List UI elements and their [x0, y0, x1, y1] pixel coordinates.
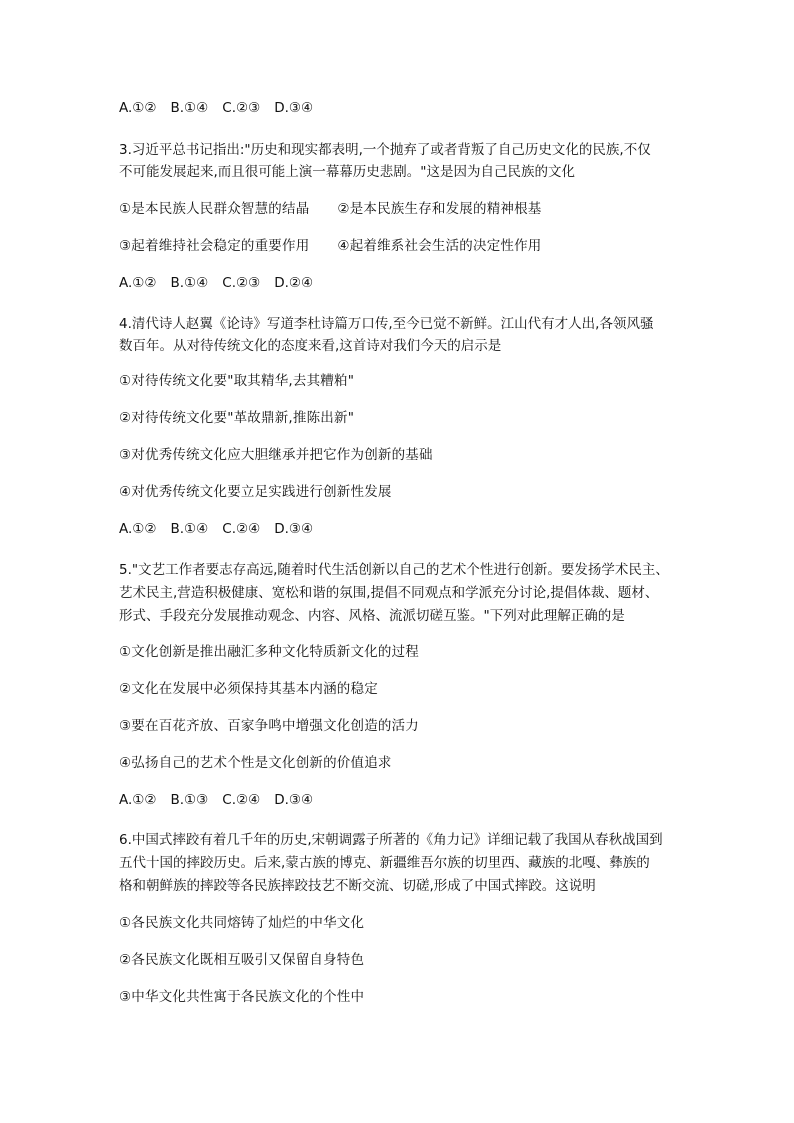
q3-stem-line-1: 3.习近平总书记指出:"历史和现实都表明,一个抛弃了或者背叛了自己历史文化的民族,不仅 — [119, 142, 651, 158]
q3-option-4: ④起着维系社会生活的决定性作用 — [337, 238, 542, 254]
q5-stem-line-1: 5."文艺工作者要志存高远,随着时代生活创新以自己的艺术个性进行创新。要发扬学术民主、 — [119, 562, 669, 578]
q3-options-row-1 — [119, 200, 542, 218]
answer-b: B.①④ — [170, 100, 209, 116]
answer-b: B.①③ — [170, 792, 209, 808]
q5-option-4: ④弘扬自己的艺术个性是文化创新的价值追求 — [119, 755, 392, 771]
q6-stem-line-1: 6.中国式摔跤有着几千年的历史,宋朝调露子所著的《角力记》详细记载了我国从春秋战国到 — [119, 832, 663, 848]
q6-option-2: ②各民族文化既相互吸引又保留自身特色 — [119, 952, 365, 968]
q3-stem-line-2: 不可能发展起来,而且很可能上演一幕幕历史悲剧。"这是因为自己民族的文化 — [119, 164, 575, 180]
answer-c: C.②③ — [222, 275, 261, 291]
q6-option-1: ①各民族文化共同熔铸了灿烂的中华文化 — [119, 915, 365, 931]
q5-answer-choices — [119, 791, 327, 809]
q4-option-3: ③对优秀传统文化应大胆继承并把它作为创新的基础 — [119, 447, 433, 463]
answer-a: A.①② — [119, 100, 157, 116]
q6-stem-line-3: 格和朝鲜族的摔跤等各民族摔跤技艺不断交流、切磋,形成了中国式摔跤。这说明 — [119, 878, 596, 894]
q5-option-2: ②文化在发展中必须保持其基本内涵的稳定 — [119, 681, 378, 697]
q2-answer-choices — [119, 99, 327, 117]
q4-option-1: ①对待传统文化要"取其精华,去其糟粕" — [119, 373, 355, 389]
q4-option-2: ②对待传统文化要"革故鼎新,推陈出新" — [119, 410, 355, 426]
answer-c: C.②③ — [222, 100, 261, 116]
q4-stem-line-1: 4.清代诗人赵翼《论诗》写道李杜诗篇万口传,至今已觉不新鲜。江山代有才人出,各领风骚 — [119, 316, 654, 332]
answer-a: A.①② — [119, 275, 157, 291]
answer-d: D.③④ — [274, 100, 314, 116]
q3-option-1: ①是本民族人民群众智慧的结晶 — [119, 201, 310, 217]
q5-option-3: ③要在百花齐放、百家争鸣中增强文化创造的活力 — [119, 718, 420, 734]
answer-d: D.③④ — [274, 521, 314, 537]
answer-d: D.③④ — [274, 792, 314, 808]
answer-c: C.②④ — [222, 792, 261, 808]
q5-stem-line-3: 形式、手段充分发展推动观念、内容、风格、流派切磋互鉴。"下列对此理解正确的是 — [119, 608, 625, 624]
q4-answer-choices — [119, 520, 327, 538]
answer-b: B.①④ — [170, 521, 209, 537]
q4-option-4: ④对优秀传统文化要立足实践进行创新性发展 — [119, 484, 392, 500]
q6-stem-line-2: 五代十国的摔跤历史。后来,蒙古族的博克、新疆维吾尔族的切里西、藏族的北嘎、彝族的 — [119, 855, 650, 871]
answer-c: C.②④ — [222, 521, 261, 537]
q6-option-3: ③中华文化共性寓于各民族文化的个性中 — [119, 989, 365, 1005]
q4-stem-line-2: 数百年。从对待传统文化的态度来看,这首诗对我们今天的启示是 — [119, 338, 502, 354]
q3-options-row-2 — [119, 237, 542, 255]
answer-a: A.①② — [119, 521, 157, 537]
q3-answer-choices — [119, 274, 327, 292]
q5-option-1: ①文化创新是推出融汇多种文化特质新文化的过程 — [119, 644, 420, 660]
q3-option-2: ②是本民族生存和发展的精神根基 — [337, 201, 542, 217]
answer-d: D.②④ — [274, 275, 314, 291]
q3-option-3: ③起着维持社会稳定的重要作用 — [119, 238, 310, 254]
answer-b: B.①④ — [170, 275, 209, 291]
q5-stem-line-2: 艺术民主,营造积极健康、宽松和谐的氛围,提倡不同观点和学派充分讨论,提倡体裁、题材、 — [119, 585, 659, 601]
answer-a: A.①② — [119, 792, 157, 808]
